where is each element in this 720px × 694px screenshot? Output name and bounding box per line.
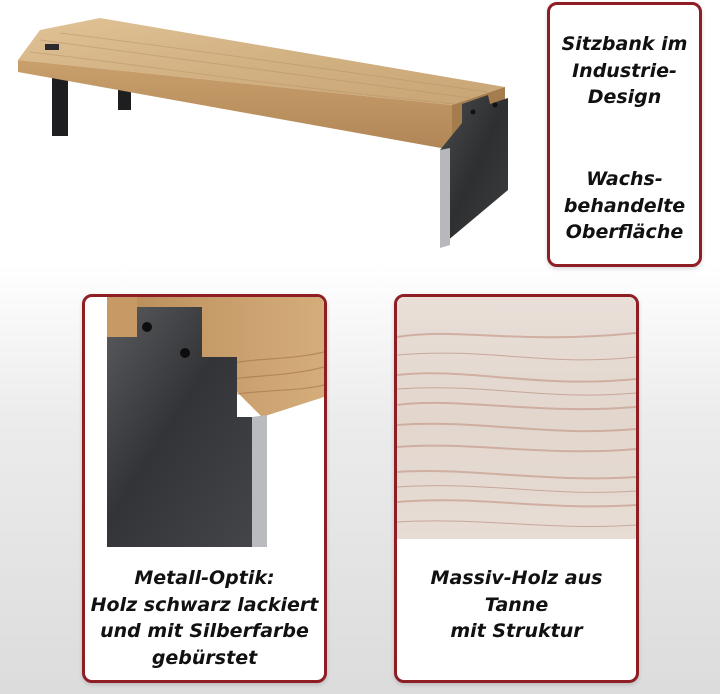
- metal-closeup-image: [107, 297, 324, 547]
- bolt-icon: [180, 348, 190, 358]
- feature-text-design: Sitzbank im Industrie- Design: [561, 33, 688, 108]
- bench-product-image: [0, 0, 540, 260]
- bench-metal-plate-left: [45, 44, 59, 50]
- feature-text-wood: Massiv-Holz aus Tanne mit Struktur: [430, 567, 603, 642]
- feature-box-design: [547, 2, 702, 267]
- feature-box-wood: [394, 294, 639, 683]
- bench-metal-edge: [440, 148, 450, 248]
- metal-silver-edge: [252, 415, 267, 547]
- feature-text-metal: Metall-Optik: Holz schwarz lackiert und mit Silberfarbe gebürstet: [90, 567, 319, 669]
- feature-box-metal: [82, 294, 327, 683]
- bolt-icon: [142, 322, 152, 332]
- metal-closeup-illustration: [107, 297, 324, 547]
- wood-texture-image: [397, 297, 636, 539]
- bolt-icon: [493, 103, 498, 108]
- wood-texture-illustration: [397, 297, 636, 539]
- feature-text-surface: Wachs- behandelte Oberfläche: [563, 168, 686, 243]
- bolt-icon: [471, 110, 476, 115]
- bench-illustration: [0, 0, 540, 260]
